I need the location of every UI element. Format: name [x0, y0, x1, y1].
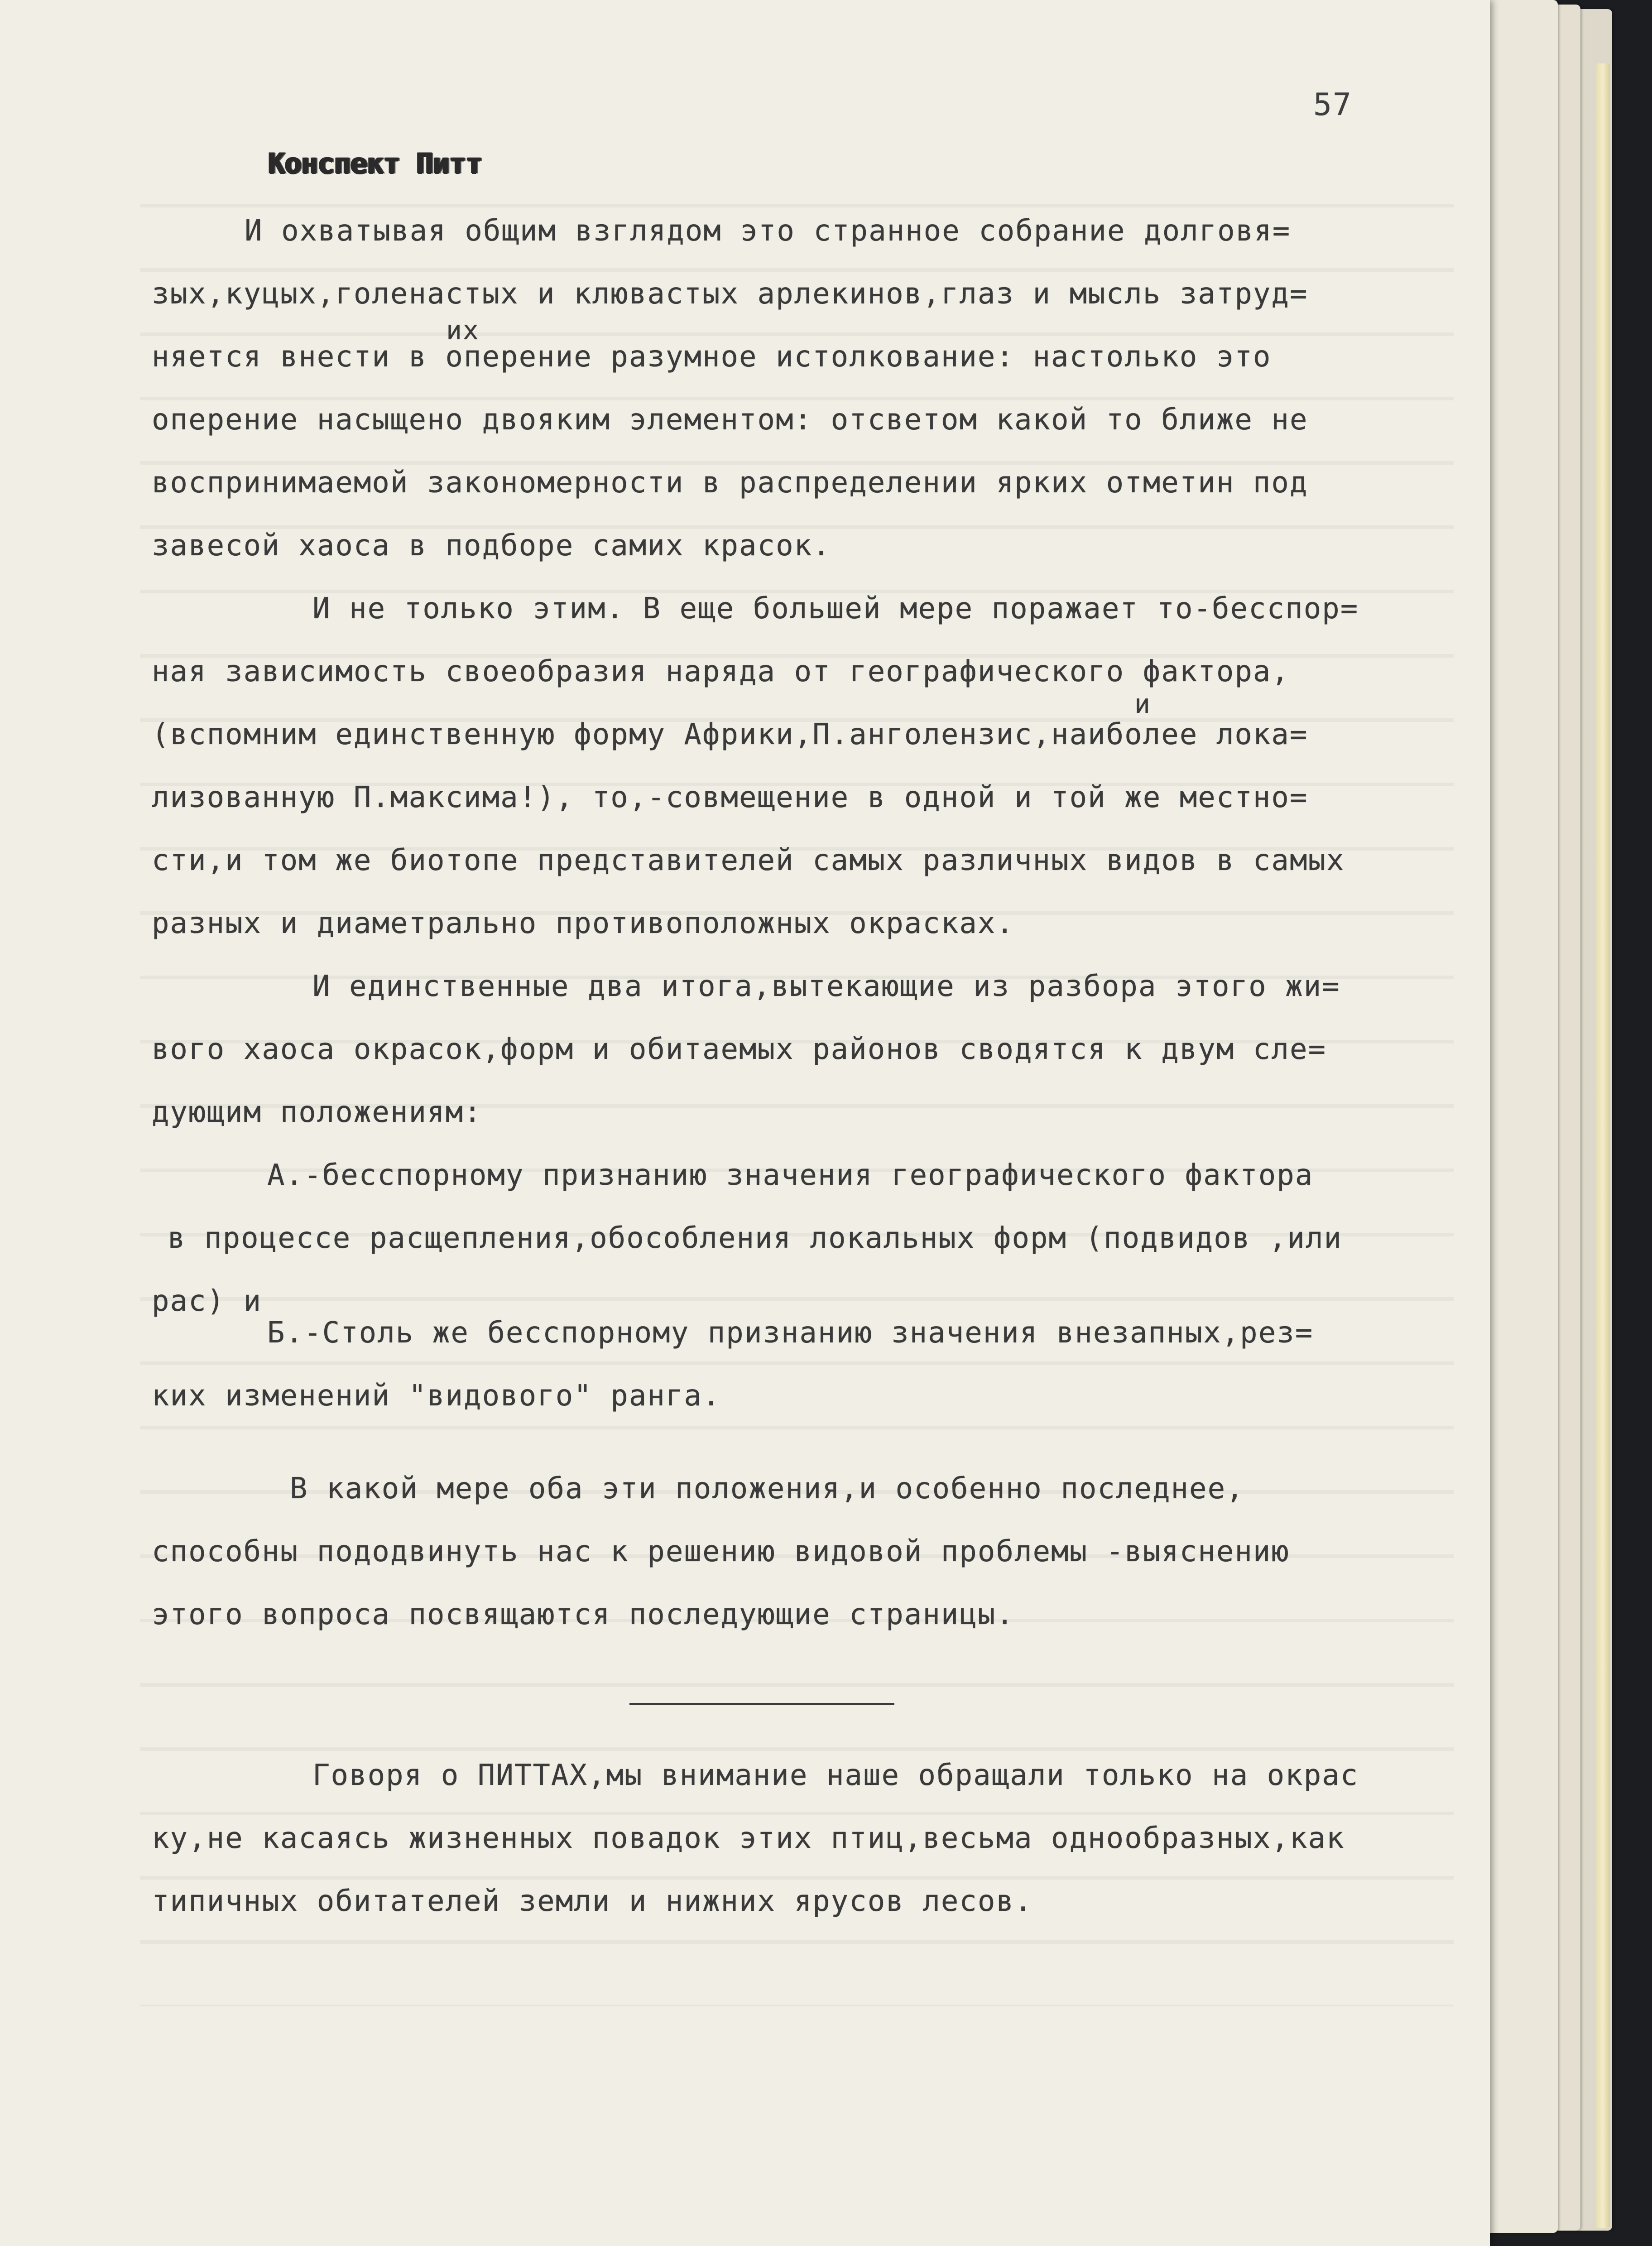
text-line: этого вопроса посвящаются последующие страницы.: [152, 1598, 1014, 1631]
text-line: вого хаоса окрасок,форм и обитаемых районов сводятся к двум сле=: [152, 1033, 1326, 1066]
text-line: ку,не касаясь жизненных повадок этих птиц,весьма однообразных,как: [152, 1822, 1345, 1855]
text-line: И единственные два итога,вытекающие из разбора этого жи=: [312, 970, 1340, 1003]
overstruck-heading: Конспект Питт: [268, 147, 482, 180]
text-line: Говоря о ПИТТАХ,мы внимание наше обращали только на окрас: [312, 1759, 1359, 1792]
text-line: разных и диаметрально противоположных окрасках.: [152, 907, 1014, 940]
text-line: оперение насыщено двояким элементом: отсветом какой то ближе не: [152, 403, 1308, 437]
text-line: воспринимаемой закономерности в распределении ярких отметин под: [152, 466, 1308, 500]
text-line: И не только этим. В еще большей мере поражает то-бесспор=: [312, 592, 1359, 625]
text-line: дующим положениям:: [152, 1096, 482, 1129]
text-line: завесой хаоса в подборе самих красок.: [152, 529, 831, 563]
text-line: А.-бесспорному признанию значения географического фактора: [267, 1159, 1314, 1192]
text-line: способны пододвинуть нас к решению видовой проблемы -выяснению: [152, 1535, 1290, 1568]
text-line: типичных обитателей земли и нижних ярусов лесов.: [152, 1885, 1033, 1918]
text-line: лизованную П.максима!), то,-совмещение в одной и той же местно=: [152, 781, 1308, 814]
text-line: зых,куцых,голенастых и клювастых арлекинов,глаз и мысль затруд=: [152, 277, 1308, 311]
text-line: няется внести в оперение разумное истолкование: настолько это: [152, 340, 1272, 374]
text-line: (вспомним единственную форму Африки,П.анголензис,наиболее лока=: [152, 718, 1308, 751]
text-line: ная зависимость своеобразия наряда от географического фактора,: [152, 655, 1290, 688]
interlinear-insertion: и: [1134, 688, 1151, 719]
text-line: И охватывая общим взглядом это странное собрание долговя=: [245, 214, 1291, 248]
text-line: В какой мере оба эти положения,и особенно последнее,: [290, 1472, 1244, 1505]
text-line: ких изменений "видового" ранга.: [152, 1379, 721, 1413]
text-line: рас) и: [152, 1284, 262, 1318]
page-number: 57: [1313, 87, 1352, 123]
text-line: в процессе расщепления,обособления локальных форм (подвидов ,или: [168, 1222, 1342, 1255]
section-divider: [629, 1703, 894, 1705]
text-line: сти,и том же биотопе представителей самых различных видов в самых: [152, 844, 1345, 877]
interlinear-insertion: их: [446, 315, 480, 346]
stacked-paper-edge: [1596, 63, 1610, 2228]
text-line: Б.-Столь же бесспорному признанию значения внезапных,рез=: [267, 1316, 1314, 1350]
